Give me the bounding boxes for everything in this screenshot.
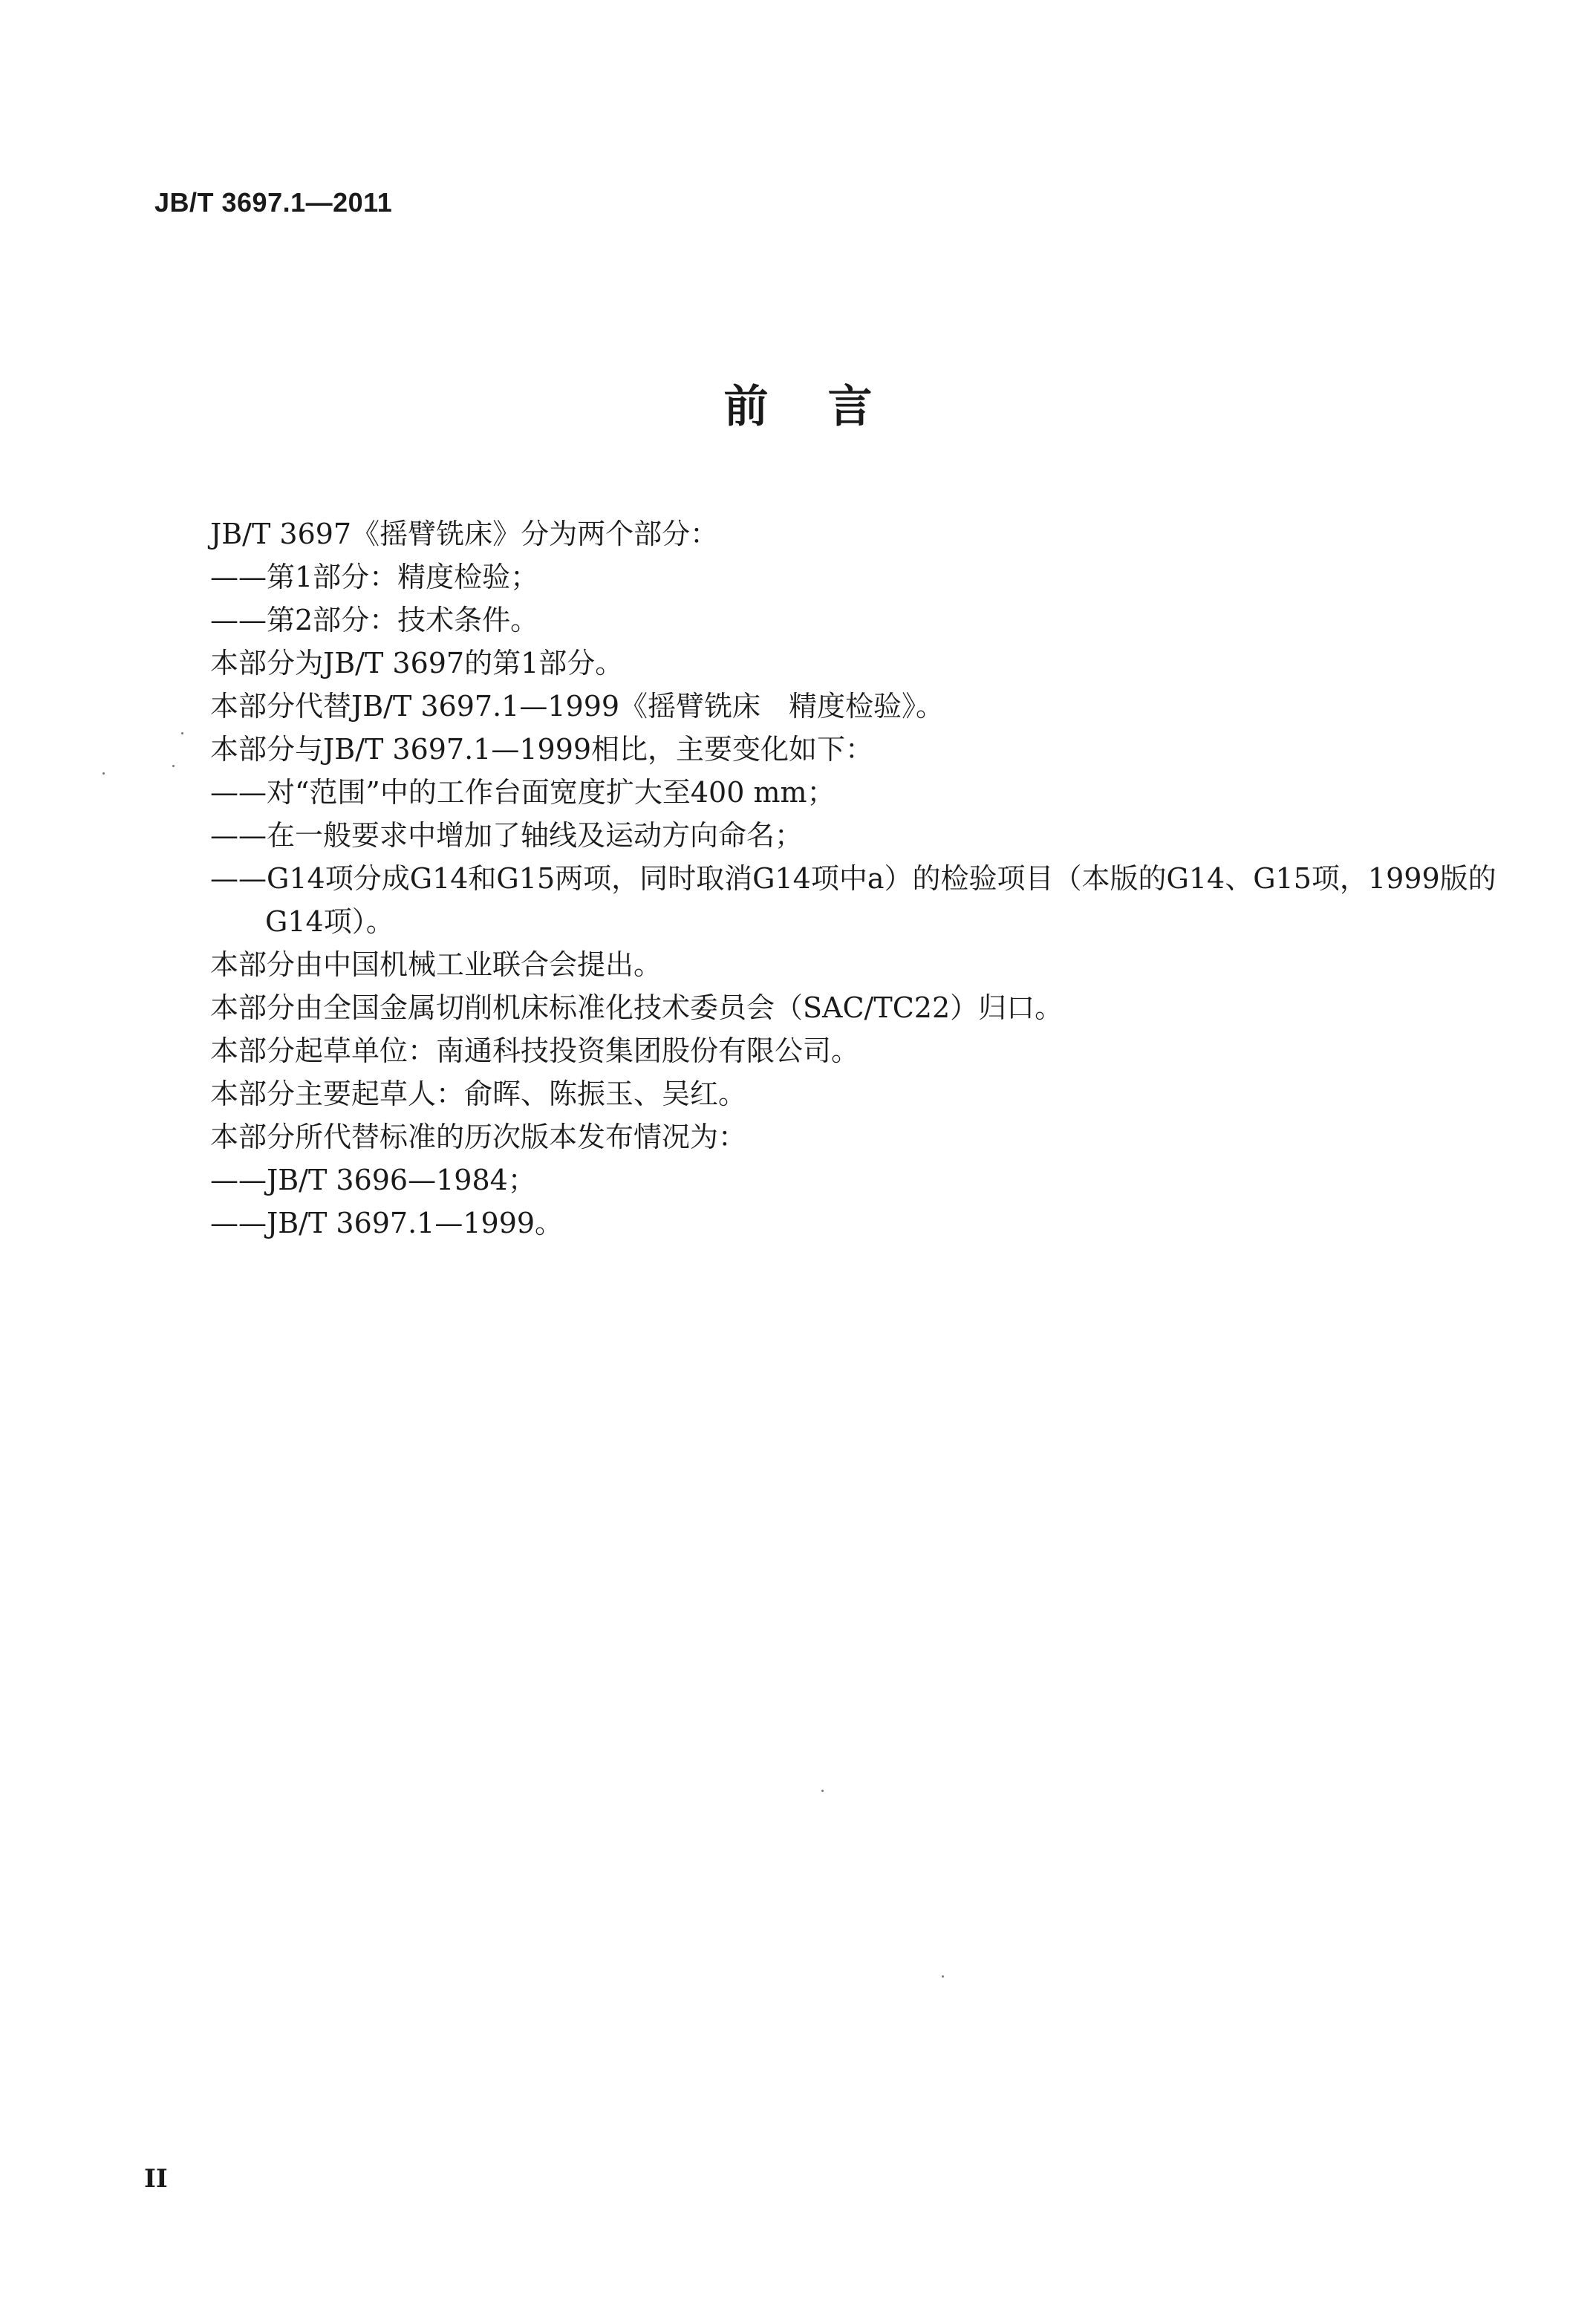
list-item-change-axis: ——在一般要求中增加了轴线及运动方向命名； xyxy=(210,819,804,852)
scan-speck xyxy=(181,732,183,734)
standard-code: JB/T 3697.1—2011 xyxy=(154,187,393,218)
paragraph-part-statement: 本部分为JB/T 3697的第1部分。 xyxy=(210,647,624,679)
paragraph-parts-intro: JB/T 3697《摇臂铣床》分为两个部分： xyxy=(210,518,719,550)
page-title: 前言 xyxy=(723,381,932,433)
paragraph-history-intro: 本部分所代替标准的历次版本发布情况为： xyxy=(210,1121,747,1153)
paragraph-replaces: 本部分代替JB/T 3697.1—1999《摇臂铣床 精度检验》。 xyxy=(210,690,945,723)
list-item-change-range: ——对“范围”中的工作台面宽度扩大至400 mm； xyxy=(210,776,836,809)
list-item-change-g14-continued: G14项）。 xyxy=(265,905,394,938)
paragraph-drafting-unit: 本部分起草单位：南通科技投资集团股份有限公司。 xyxy=(210,1034,860,1067)
paragraph-changes-intro: 本部分与JB/T 3697.1—1999相比，主要变化如下： xyxy=(210,733,874,766)
foreword-body xyxy=(210,512,1496,1245)
list-item-change-g14: ——G14项分成G14和G15两项，同时取消G14项中a）的检验项目（本版的G14、G15项，1999版的 xyxy=(210,862,1496,895)
paragraph-drafters: 本部分主要起草人：俞晖、陈振玉、吴红。 xyxy=(210,1078,747,1110)
scan-speck xyxy=(102,772,105,775)
scan-speck xyxy=(821,1790,824,1792)
scan-speck xyxy=(172,765,175,767)
list-item-part2: ——第2部分：技术条件。 xyxy=(210,604,539,636)
paragraph-managed-by: 本部分由全国金属切削机床标准化技术委员会（SAC/TC22）归口。 xyxy=(210,991,1064,1024)
list-item-history-1999: ——JB/T 3697.1—1999。 xyxy=(210,1207,564,1239)
paragraph-proposed-by: 本部分由中国机械工业联合会提出。 xyxy=(210,948,662,981)
page-number: II xyxy=(144,2164,168,2194)
list-item-part1: ——第1部分：精度检验； xyxy=(210,561,539,593)
scan-speck xyxy=(942,1975,944,1978)
list-item-history-1984: ——JB/T 3696—1984； xyxy=(210,1164,536,1196)
